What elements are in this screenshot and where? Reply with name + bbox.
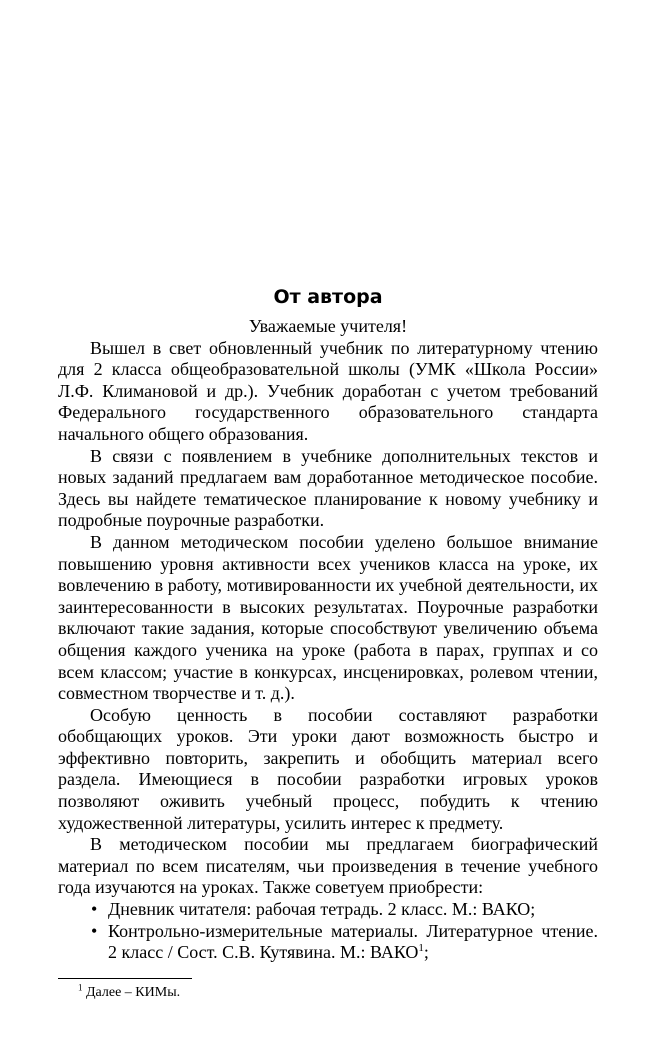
list-item [91, 920, 598, 964]
page-body [58, 284, 598, 964]
footnote-reference[interactable]: 1 [418, 942, 424, 955]
list-item [91, 899, 598, 921]
list-item-suffix: ; [423, 942, 429, 963]
paragraph-1: Вышел в свет обновленный учебник по литературному чтению для 2 класса общеобразовательной школы (УМК «Школа России» Л.Ф. Климановой и др.). Учебник доработан с учетом требований Федерального государственного образовательного стандарта начального общего образования. [58, 337, 598, 444]
paragraph-5: В методическом пособии мы предлагаем биографический материал по всем писателям, чьи произведения в течение учебного года изучаются на уроках. Также советуем приобрести: [58, 834, 598, 898]
bullet-mark: • [91, 899, 98, 920]
paragraph-4: Особую ценность в пособии составляют разработки обобщающих уроков. Эти уроки дают возможность быстро и эффективно повторить, закрепить и обобщить материал всего раздела. Имеющиеся в пособии разработки игровых уроков позволяют оживить учебный процесс, побудить к чтению художественной литературы, усилить интерес к предмету. [58, 704, 598, 833]
recommendation-list [58, 899, 598, 964]
paragraph-3: В данном методическом пособии уделено большое внимание повышению уровня активности всех учеников класса на уроке, их вовлечению в работу, мотивированности их учебной деятельности, их заинтересованности в высоких результатах. Поурочные разработки включают такие задания, которые способствуют увеличению объема общения каждого ученика на уроке (работа в парах, группах и со всем классом; участие в конкурсах, инсценировках, ролевом чтении, совместном творчестве и т. д.). [58, 531, 598, 704]
footnote [78, 984, 180, 1002]
list-item-text: Дневник читателя: рабочая тетрадь. 2 класс. М.: ВАКО; [108, 899, 536, 920]
footnote-marker: 1 [78, 982, 83, 993]
bullet-mark: • [91, 920, 98, 941]
body-text [58, 316, 598, 964]
list-item-text: Контрольно-измерительные материалы. Литературное чтение. 2 класс / Сост. С.В. Кутявина. М.: ВАКО [108, 920, 598, 963]
footnote-text: Далее – КИМы. [86, 985, 181, 1000]
footnote-separator [58, 978, 192, 979]
paragraph-2: В связи с появлением в учебнике дополнительных текстов и новых заданий предлагаем вам доработанное методическое пособие. Здесь вы найдете тематическое планирование к новому учебнику и подробные поурочные разработки. [58, 445, 598, 531]
page-title: От автора [273, 286, 383, 308]
greeting: Уважаемые учителя! [248, 316, 408, 336]
